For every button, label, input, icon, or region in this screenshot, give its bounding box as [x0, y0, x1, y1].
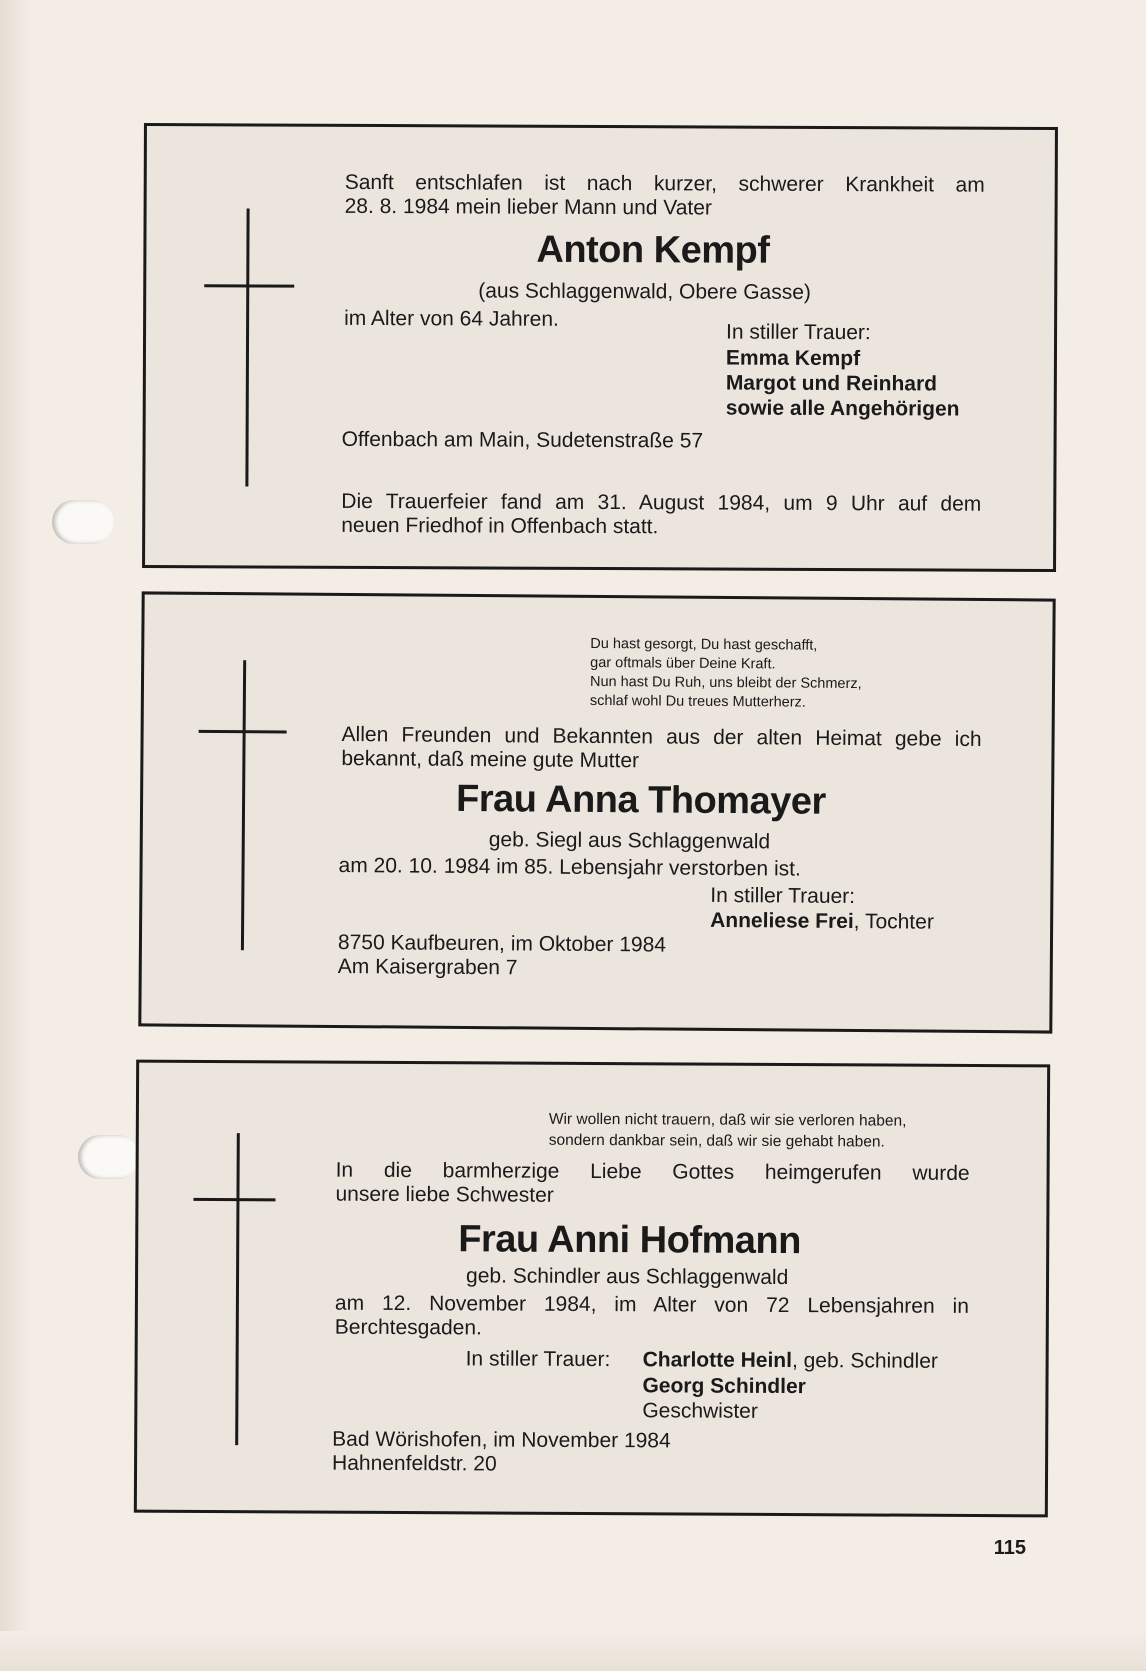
obituary-anni-hofmann	[134, 1060, 1050, 1518]
punch-hole-top	[52, 500, 114, 544]
intro-line-1: Allen Freunden und Bekannten aus der alten Heimat gebe ich	[341, 722, 982, 752]
intro-line-1: Sanft entschlafen ist nach kurzer, schwerer Krankheit am	[344, 170, 985, 197]
mourner-2: Margot und Reinhard	[725, 371, 938, 396]
obituary-anton-kempf	[142, 123, 1058, 572]
mourners-label: In stiller Trauer:	[726, 320, 871, 345]
mourner-line	[710, 909, 934, 935]
mourner-1-relation: , geb. Schindler	[791, 1349, 938, 1373]
obituary-anna-thomayer	[138, 591, 1055, 1033]
death-line-1: am 12. November 1984, im Alter von 72 Lebensjahren in	[334, 1291, 969, 1318]
mourners-label: In stiller Trauer:	[710, 883, 856, 909]
deceased-origin: (aus Schlaggenwald, Obere Gasse)	[478, 279, 811, 304]
page-gutter	[0, 0, 30, 1671]
cross-bar	[204, 284, 294, 287]
cross-bar	[193, 1198, 275, 1201]
death-line: am 20. 10. 1984 im 85. Lebensjahr verstorben ist.	[338, 853, 801, 881]
address-line-2: Am Kaisergraben 7	[337, 954, 518, 980]
poem-line-4: schlaf wohl Du treues Mutterherz.	[589, 692, 806, 711]
intro-line-2: bekannt, daß meine gute Mutter	[341, 746, 640, 773]
mourner-3: Geschwister	[642, 1399, 758, 1423]
funeral-line-1: Die Trauerfeier fand am 31. August 1984, um 9 Uhr auf dem	[341, 489, 982, 516]
quote-line-1: Wir wollen nicht trauern, daß wir sie verloren haben,	[548, 1110, 907, 1130]
cross-icon	[235, 1133, 240, 1445]
deceased-name: Frau Anna Thomayer	[455, 777, 826, 823]
intro-line-2: unsere liebe Schwester	[335, 1182, 554, 1207]
mourner-1: Emma Kempf	[725, 346, 861, 371]
cross-icon	[241, 660, 246, 950]
mourner-name: Anneliese Frei	[710, 908, 854, 934]
death-line-2: Berchtesgaden.	[334, 1315, 482, 1340]
funeral-line-2: neuen Friedhof in Offenbach statt.	[341, 513, 659, 539]
punch-hole-bottom	[78, 1135, 140, 1179]
intro-line-1: In die barmherzige Liebe Gottes heimgerufen wurde	[335, 1158, 970, 1185]
deceased-name: Frau Anni Hofmann	[458, 1218, 802, 1263]
poem-line-3: Nun hast Du Ruh, uns bleibt der Schmerz,	[589, 673, 862, 693]
address-line-1: 8750 Kaufbeuren, im Oktober 1984	[337, 930, 667, 957]
mourners-label: In stiller Trauer:	[465, 1347, 611, 1372]
poem-line-1: Du hast gesorgt, Du hast geschafft,	[590, 635, 818, 654]
address-line: Offenbach am Main, Sudetenstraße 57	[341, 427, 704, 453]
intro-line-2: 28. 8. 1984 mein lieber Mann und Vater	[344, 194, 713, 220]
mourner-line-1	[643, 1348, 938, 1374]
age-line: im Alter von 64 Jahren.	[344, 306, 559, 331]
deceased-name: Anton Kempf	[536, 228, 770, 272]
deceased-origin: geb. Schindler aus Schlaggenwald	[466, 1264, 789, 1290]
cross-icon	[245, 208, 249, 486]
quote-line-2: sondern dankbar sein, daß wir sie gehabt haben.	[548, 1131, 885, 1151]
cross-bar	[199, 730, 287, 734]
mourner-3: sowie alle Angehörigen	[725, 396, 960, 421]
poem-line-2: gar oftmals über Deine Kraft.	[590, 654, 776, 673]
address-line-2: Hahnenfeldstr. 20	[332, 1451, 497, 1476]
page-number: 115	[993, 1537, 1026, 1559]
deceased-origin: geb. Siegl aus Schlaggenwald	[488, 828, 771, 854]
address-line-1: Bad Wörishofen, im November 1984	[332, 1427, 671, 1453]
mourner-relation: , Tochter	[853, 910, 934, 934]
mourner-2: Georg Schindler	[642, 1374, 806, 1399]
page-bottom-edge	[0, 1631, 1146, 1671]
mourner-1-name: Charlotte Heinl	[642, 1348, 793, 1373]
